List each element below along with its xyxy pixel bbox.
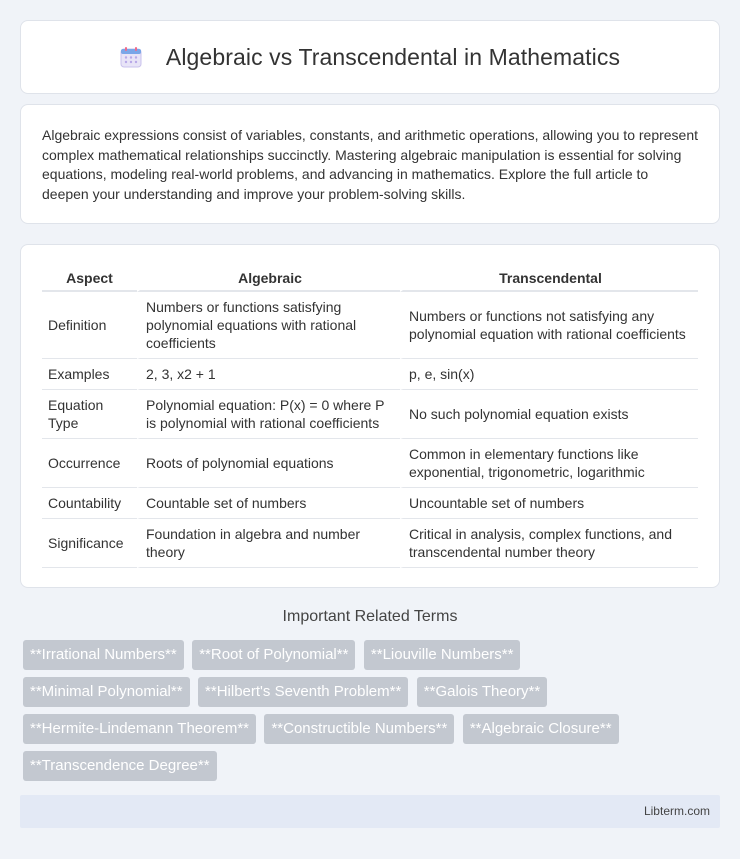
page-title: Algebraic vs Transcendental in Mathematics xyxy=(165,43,621,70)
related-term-tag[interactable]: **Hermite-Lindemann Theorem** xyxy=(23,714,256,744)
cell-algebraic: Roots of polynomial equations xyxy=(137,439,400,488)
title-card xyxy=(20,20,720,94)
cell-algebraic: Foundation in algebra and number theory xyxy=(137,519,400,568)
cell-aspect: Equation Type xyxy=(42,390,137,439)
header-transcendental: Transcendental xyxy=(400,266,698,292)
comparison-card xyxy=(20,244,720,588)
table-header-row xyxy=(42,266,698,292)
table-row xyxy=(42,390,698,439)
intro-card xyxy=(20,104,720,224)
cell-transcendental: Numbers or functions not satisfying any polynomial equation with rational coefficients xyxy=(400,292,698,359)
cell-aspect: Definition xyxy=(42,292,137,359)
related-term-tag[interactable]: **Constructible Numbers** xyxy=(264,714,454,744)
related-term-tag[interactable]: **Algebraic Closure** xyxy=(463,714,619,744)
cell-algebraic: Countable set of numbers xyxy=(137,488,400,519)
cell-transcendental: No such polynomial equation exists xyxy=(400,390,698,439)
header-aspect: Aspect xyxy=(42,266,137,292)
cell-transcendental: Common in elementary functions like exponential, trigonometric, logarithmic xyxy=(400,439,698,488)
related-terms-list xyxy=(23,640,723,788)
cell-algebraic: 2, 3, x2 + 1 xyxy=(137,359,400,390)
related-terms-title: Important Related Terms xyxy=(282,608,458,625)
table-row xyxy=(42,519,698,568)
related-term-tag[interactable]: **Galois Theory** xyxy=(417,677,547,707)
cell-aspect: Significance xyxy=(42,519,137,568)
cell-transcendental: Critical in analysis, complex functions, and transcendental number theory xyxy=(400,519,698,568)
footer xyxy=(20,795,720,828)
cell-algebraic: Numbers or functions satisfying polynomial equations with rational coefficients xyxy=(137,292,400,359)
cell-aspect: Countability xyxy=(42,488,137,519)
related-term-tag[interactable]: **Liouville Numbers** xyxy=(364,640,521,670)
related-term-tag[interactable]: **Root of Polynomial** xyxy=(192,640,355,670)
calendar-icon xyxy=(120,46,142,68)
related-term-tag[interactable]: **Minimal Polynomial** xyxy=(23,677,190,707)
cell-aspect: Examples xyxy=(42,359,137,390)
comparison-table xyxy=(42,266,698,568)
cell-aspect: Occurrence xyxy=(42,439,137,488)
intro-text: Algebraic expressions consist of variables, constants, and arithmetic operations, allowing you to represent complex mathematical relationships succinctly. Mastering algebraic manipulation is essential for solving equations, modeling real-world problems, and advancing in mathematics. Explore the full article to deepen your understanding and improve your problem-solving skills. xyxy=(42,127,699,202)
related-term-tag[interactable]: **Hilbert's Seventh Problem** xyxy=(198,677,408,707)
footer-brand-link[interactable]: Libterm.com xyxy=(643,804,710,818)
table-row xyxy=(42,359,698,390)
related-term-tag[interactable]: **Transcendence Degree** xyxy=(23,751,217,781)
table-row xyxy=(42,292,698,359)
cell-transcendental: Uncountable set of numbers xyxy=(400,488,698,519)
header-algebraic: Algebraic xyxy=(137,266,400,292)
cell-transcendental: p, e, sin(x) xyxy=(400,359,698,390)
related-term-tag[interactable]: **Irrational Numbers** xyxy=(23,640,184,670)
table-row xyxy=(42,488,698,519)
cell-algebraic: Polynomial equation: P(x) = 0 where P is polynomial with rational coefficients xyxy=(137,390,400,439)
table-row xyxy=(42,439,698,488)
